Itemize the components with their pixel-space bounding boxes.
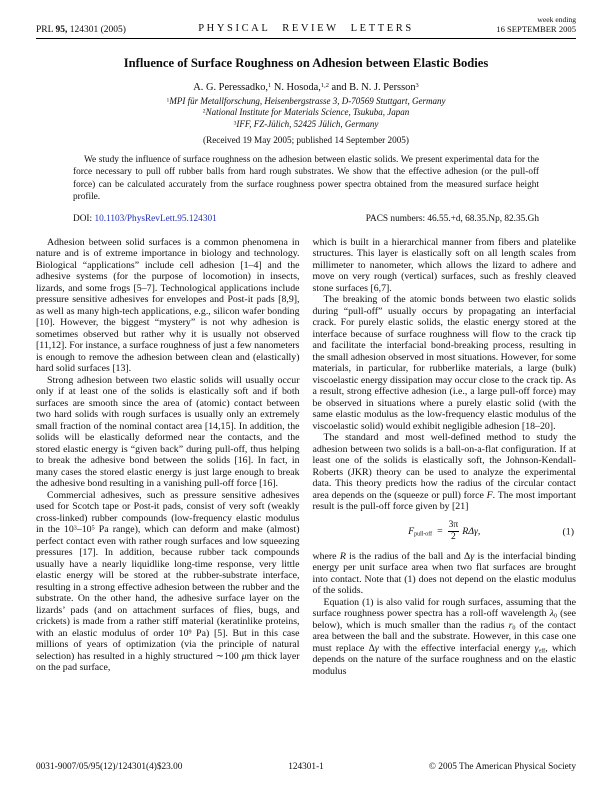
journal-article-ref: 124301 (2005) bbox=[67, 24, 126, 35]
authors-line: A. G. Peressadko,$^1$ N. Hosoda,$^{1,2}$ and B. N. J. Persson$^3$ bbox=[193, 81, 419, 93]
equation-rhs: RΔγ, bbox=[462, 526, 481, 538]
affiliations bbox=[36, 96, 576, 131]
paragraph: which is built in a hierarchical manner from fibers and platelike structures. This layer is elastically soft on all length scales from millimeter to nanometer, which allows the lizard to adhere and move on very rough (vertical) surfaces, such as freshly cleaved stone surfaces [6,7]. bbox=[312, 236, 576, 294]
copyright-notice: © 2005 The American Physical Society bbox=[428, 762, 577, 772]
equation-1 bbox=[313, 521, 577, 543]
fraction-numerator: 3π bbox=[448, 521, 460, 532]
pacs-numbers: PACS numbers: 46.55.+d, 68.35.Np, 82.35.Gh bbox=[365, 213, 539, 224]
doi-label: DOI: bbox=[73, 213, 95, 224]
paragraph: Commercial adhesives, such as pressure sensitive adhesives used for Scotch tape or Post-it pads, consist of very soft (weakly cross-linked) rubber compounds (low-frequency elastic modulus in the $10^3-10^5$ Pa range), which can deform and make (almost) perfect contact even with rather rough surfaces and low squeezing pressures [17]. In addition, because rubber tack compounds usually have a nearly liquidlike long-time response, very little elastic energy will be stored at the rubber-substrate interface, resulting in a strong effective adhesion between the rubber and the substrate. On the other hand, the adhesive surface layer on the lizards’ pads (and on attachment surfaces of flies, bugs, and crickets) is made from a rather stiff material (keratinlike proteins, with an elastic modulus of order $10^9$ Pa) [5]. But in this case millions of years of optimization (via the principle of natural selection) has resulted in a highly structured ∼100 μm thick layer on the pad surface, bbox=[36, 489, 300, 674]
paragraph: Adhesion between solid surfaces is a common phenomena in nature and is of extreme importance in biology and technology. Biological “applications” include cell adhesion [1–4] and the adhesive systems (for the purpose of locomotion) in insects, lizards, and some frogs [5–7]. Technological applications include pressure sensitive adhesives for envelopes and Post-it pads [8,9], as well as many high-tech applications, e.g., silicon wafer bonding [10]. However, the biggest “mystery” is not why adhesion is sometimes observed but rather why it is usually not observed [11,12]. For instance, a surface roughness of just a few nanometers is enough to remove the adhesion between clean and (elastically) hard solid surfaces [13]. bbox=[36, 236, 300, 375]
equation-expression bbox=[408, 521, 480, 543]
equation-fraction bbox=[448, 521, 460, 543]
affiliation-line-2: $^2$National Institute for Materials Science, Tsukuba, Japan bbox=[202, 107, 410, 118]
journal-abbrev: PRL bbox=[36, 24, 56, 35]
equation-number: (1) bbox=[562, 526, 574, 538]
left-column bbox=[36, 237, 300, 756]
fraction-denominator: 2 bbox=[451, 531, 456, 542]
affiliation-line-1: $^1$MPI für Metallforschung, Heisenbergstrasse 3, D-70569 Stuttgart, Germany bbox=[166, 95, 446, 106]
doi-pacs-row bbox=[36, 214, 576, 224]
doi-link[interactable]: 10.1103/PhysRevLett.95.124301 bbox=[94, 213, 217, 224]
right-column bbox=[313, 237, 577, 756]
paragraph: Equation (1) is also valid for rough surfaces, assuming that the surface roughness power spectra has a roll-off wavelength λ0 (see below), which is much smaller than the radius r0 of the contact area between the ball and the substrate. However, in this case one must replace Δγ with the effective interfacial energy γeff, which depends on the nature of the surface roughness and on the elastic modulus bbox=[312, 596, 576, 677]
paragraph: Strong adhesion between two elastic solids will usually occur only if at least one of the solids is elastically soft and if both surfaces are smooth since the area of (atomic) contact between two hard solids with rough surfaces is usually only an extremely small fraction of the nominal contact area [14,15]. In addition, the solids will be elastically deformed near the contacts, and the stored elastic energy is “given back” during pull-off, thus helping to break the adhesive bond between the solids [16]. In fact, in many cases the stored elastic energy is just large enough to break the adhesive bond resulting in a vanishing pull-off force [16]. bbox=[36, 374, 300, 490]
affiliation-line-3: $^3$IFF, FZ-Jülich, 52425 Jülich, Germany bbox=[233, 118, 379, 129]
paragraph: The breaking of the atomic bonds between two elastic solids during “pull-off” usually occurs by propagating an interfacial crack. For purely elastic solids, the elastic energy stored at the interface because of surface roughness will flow to the crack tip and facilitate the interfacial bond-breaking process, resulting in the small adhesion observed in most situations. However, for some materials, in particular, for rubberlike materials, a large (bulk) viscoelastic energy dissipation may occur close to the crack tip. As a result, strong effective adhesion (i.e., a large pull-off force) may be observed in situations where a purely elastic solid (with the same elastic modulus as the low-frequency elastic modulus of the viscoelastic solid) would exhibit negligible adhesion [18–20]. bbox=[312, 294, 576, 432]
page-footer bbox=[36, 756, 576, 772]
copyright-code: 0031-9007/05/95(12)/124301(4)$23.00 bbox=[36, 762, 183, 772]
paragraph: where R is the radius of the ball and Δγ is the interfacial binding energy per unit surface area when two flat surfaces are brought into contact. Note that (1) does not depend on the elastic modulus of the solids. bbox=[312, 550, 576, 597]
abstract-text: We study the influence of surface roughness on the adhesion between elastic solids. We present experimental data for the force necessary to pull off rubber balls from hard rough substrates. We show that the effective adhesion (or the pull-off force) can be calculated accurately from the surface roughness power spectra obtained from the measured surface height profile. bbox=[73, 154, 539, 203]
article-body bbox=[36, 237, 576, 756]
page-number: 124301-1 bbox=[288, 762, 324, 772]
issue-info bbox=[414, 16, 576, 35]
journal-reference bbox=[36, 25, 198, 35]
equation-lhs-symbol: F bbox=[408, 526, 415, 538]
journal-volume: 95, bbox=[55, 24, 68, 35]
equation-lhs-subscript: pull-off bbox=[414, 531, 433, 538]
journal-name: PHYSICAL REVIEW LETTERS bbox=[198, 22, 414, 34]
issue-date: 16 SEPTEMBER 2005 bbox=[496, 23, 577, 34]
page-title: Influence of Surface Roughness on Adhesion between Elastic Bodies bbox=[123, 55, 489, 70]
paragraph: The standard and most well-defined method to study the adhesion between two solids is a ball-on-a-flat configuration. If at least one of the solids is elastically soft, the Johnson-Kendall-Roberts (JKR) theory can be used to analyze the experimental data. This theory predicts how the radius of the circular contact area depends on the (squeeze or pull) force F. The most important result is the pull-off force given by [21] bbox=[312, 432, 576, 513]
running-head bbox=[36, 16, 576, 39]
doi-line bbox=[73, 214, 217, 224]
equation-equals: = bbox=[437, 526, 443, 538]
received-line: (Received 19 May 2005; published 14 September 2005) bbox=[203, 134, 409, 145]
week-ending-label: week ending bbox=[537, 15, 577, 24]
